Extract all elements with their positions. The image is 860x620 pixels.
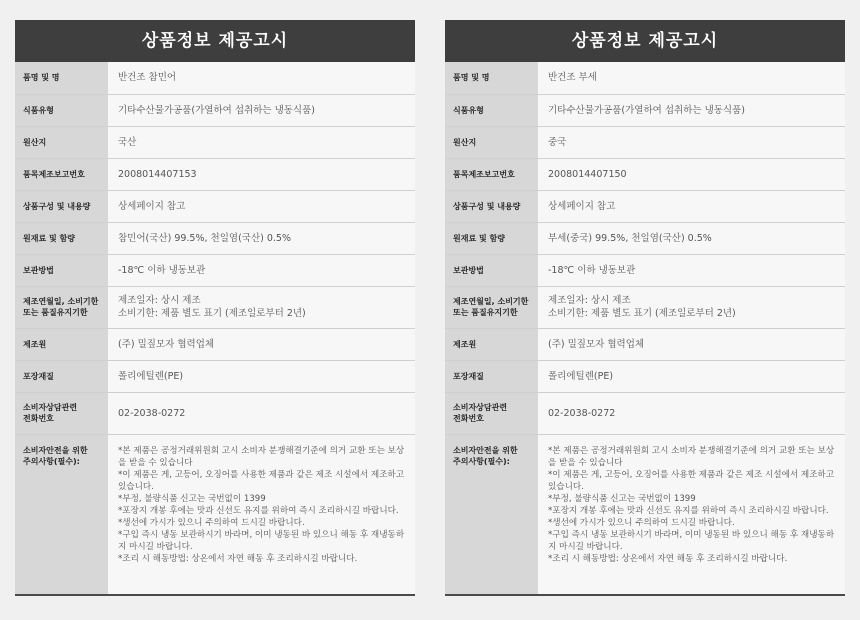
row-value (108, 126, 415, 158)
product-info-table (15, 62, 415, 594)
row-label: 원산지 (445, 126, 538, 158)
row-label: 소비자상담관련 전화번호 (445, 392, 538, 434)
product-info-panel-left (15, 20, 415, 596)
value-line: *포장지 개봉 후에는 맛과 신선도 유지를 위하여 즉시 조리하시길 바랍니다. (118, 505, 399, 516)
row-value (108, 360, 415, 392)
row-label: 품명 및 명 (15, 62, 108, 94)
product-info-table (445, 62, 845, 594)
row-label: 보관방법 (15, 254, 108, 286)
row-value (108, 190, 415, 222)
value-line: 제조일자: 상시 제조 (548, 295, 631, 306)
value-line: *구입 즉시 냉동 보관하시기 바라며, 이미 냉동된 바 있으니 해동 후 재냉동하지 마시길 바랍니다. (548, 529, 835, 552)
table-row (15, 158, 415, 190)
value-line: (주) 밀짚모자 협력업체 (548, 338, 645, 350)
value-line: 중국 (548, 136, 567, 148)
table-row (445, 94, 845, 126)
table-row (15, 328, 415, 360)
row-label: 소비자안전을 위한 주의사항(필수): (15, 434, 108, 594)
table-row (15, 254, 415, 286)
row-label: 제조연월일, 소비기한 또는 품질유지기한 (445, 286, 538, 328)
table-row (445, 62, 845, 94)
value-line: 폴리에틸렌(PE) (118, 370, 184, 382)
row-value (538, 360, 845, 392)
value-line: (주) 밀짚모자 협력업체 (118, 338, 215, 350)
value-line: *이 제품은 게, 고등어, 오징어를 사용한 제품과 같은 제조 시설에서 제조하고 있습니다. (118, 469, 407, 492)
row-value (108, 392, 415, 434)
table-row (445, 222, 845, 254)
row-label: 품목제조보고번호 (15, 158, 108, 190)
table-row (445, 158, 845, 190)
value-line: 02-2038-0272 (548, 407, 616, 419)
table-row (15, 222, 415, 254)
table-row (445, 190, 845, 222)
row-label: 포장재질 (15, 360, 108, 392)
value-line: 소비기한: 제품 별도 표기 (제조일로부터 2년) (118, 308, 306, 319)
value-line: 반건조 참민어 (118, 72, 177, 84)
value-line: *포장지 개봉 후에는 맛과 신선도 유지를 위하여 즉시 조리하시길 바랍니다. (548, 505, 829, 516)
table-row (15, 434, 415, 594)
table-row (445, 392, 845, 434)
row-value (108, 158, 415, 190)
row-value (538, 254, 845, 286)
row-label: 소비자안전을 위한 주의사항(필수): (445, 434, 538, 594)
row-value (538, 222, 845, 254)
row-label: 포장재질 (445, 360, 538, 392)
value-line: *조리 시 해동방법: 상온에서 자연 해동 후 조리하시길 바랍니다. (548, 553, 788, 564)
table-row (445, 126, 845, 158)
value-line: *생선에 가시가 있으니 주의하여 드시길 바랍니다. (548, 517, 735, 528)
table-row (15, 360, 415, 392)
row-label: 제조원 (15, 328, 108, 360)
row-value (108, 434, 415, 594)
value-line: *구입 즉시 냉동 보관하시기 바라며, 이미 냉동된 바 있으니 해동 후 재냉동하지 마시길 바랍니다. (118, 529, 405, 552)
value-line: *본 제품은 공정거래위원회 고시 소비자 분쟁해결기준에 의거 교환 또는 보상을 받을 수 있습니다 (118, 445, 405, 468)
row-value (538, 286, 845, 328)
value-line: 국산 (118, 136, 137, 148)
value-line: 상세페이지 참고 (118, 200, 186, 212)
row-value (538, 328, 845, 360)
value-line: 부세(중국) 99.5%, 천일염(국산) 0.5% (548, 232, 712, 244)
value-line: 2008014407153 (118, 168, 197, 180)
row-value (538, 94, 845, 126)
row-value (538, 126, 845, 158)
value-line: 기타수산물가공품(가열하여 섭취하는 냉동식품) (118, 104, 315, 116)
row-label: 원재료 및 함량 (15, 222, 108, 254)
table-row (445, 328, 845, 360)
row-label: 식품유형 (15, 94, 108, 126)
value-line: -18℃ 이하 냉동보관 (548, 264, 636, 276)
row-value (108, 328, 415, 360)
row-value (538, 392, 845, 434)
row-label: 품명 및 명 (445, 62, 538, 94)
table-row (15, 94, 415, 126)
value-line: *이 제품은 게, 고등어, 오징어를 사용한 제품과 같은 제조 시설에서 제조하고 있습니다. (548, 469, 837, 492)
row-value (538, 434, 845, 594)
table-row (15, 392, 415, 434)
value-line: *생선에 가시가 있으니 주의하여 드시길 바랍니다. (118, 517, 305, 528)
row-label: 원재료 및 함량 (445, 222, 538, 254)
row-value (108, 254, 415, 286)
row-value (108, 62, 415, 94)
row-value (108, 286, 415, 328)
row-label: 원산지 (15, 126, 108, 158)
row-label: 상품구성 및 내용량 (15, 190, 108, 222)
table-row (445, 286, 845, 328)
value-line: 폴리에틸렌(PE) (548, 370, 614, 382)
row-label: 식품유형 (445, 94, 538, 126)
row-value (538, 190, 845, 222)
table-row (15, 126, 415, 158)
value-line: 반건조 부세 (548, 72, 597, 84)
row-value (108, 222, 415, 254)
value-line: *부정, 불량식품 신고는 국번없이 1399 (118, 493, 266, 504)
table-row (15, 190, 415, 222)
row-label: 상품구성 및 내용량 (445, 190, 538, 222)
row-value (538, 158, 845, 190)
row-value (108, 94, 415, 126)
value-line: 2008014407150 (548, 168, 627, 180)
row-label: 품목제조보고번호 (445, 158, 538, 190)
value-line: 소비기한: 제품 별도 표기 (제조일로부터 2년) (548, 308, 736, 319)
row-value (538, 62, 845, 94)
value-line: 참민어(국산) 99.5%, 천일염(국산) 0.5% (118, 232, 291, 244)
value-line: -18℃ 이하 냉동보관 (118, 264, 206, 276)
value-line: *부정, 불량식품 신고는 국번없이 1399 (548, 493, 696, 504)
value-line: 02-2038-0272 (118, 407, 186, 419)
value-line: *본 제품은 공정거래위원회 고시 소비자 분쟁해결기준에 의거 교환 또는 보상을 받을 수 있습니다 (548, 445, 835, 468)
row-label: 제조연월일, 소비기한 또는 품질유지기한 (15, 286, 108, 328)
row-label: 제조원 (445, 328, 538, 360)
value-line: 상세페이지 참고 (548, 200, 616, 212)
panel-title: 상품정보 제공고시 (15, 20, 415, 62)
value-line: 제조일자: 상시 제조 (118, 295, 201, 306)
value-line: 기타수산물가공품(가열하여 섭취하는 냉동식품) (548, 104, 745, 116)
row-label: 보관방법 (445, 254, 538, 286)
table-row (445, 434, 845, 594)
table-row (15, 62, 415, 94)
product-info-panel-right (445, 20, 845, 596)
table-row (445, 360, 845, 392)
row-label: 소비자상담관련 전화번호 (15, 392, 108, 434)
panel-title: 상품정보 제공고시 (445, 20, 845, 62)
table-row (15, 286, 415, 328)
value-line: *조리 시 해동방법: 상온에서 자연 해동 후 조리하시길 바랍니다. (118, 553, 358, 564)
table-row (445, 254, 845, 286)
